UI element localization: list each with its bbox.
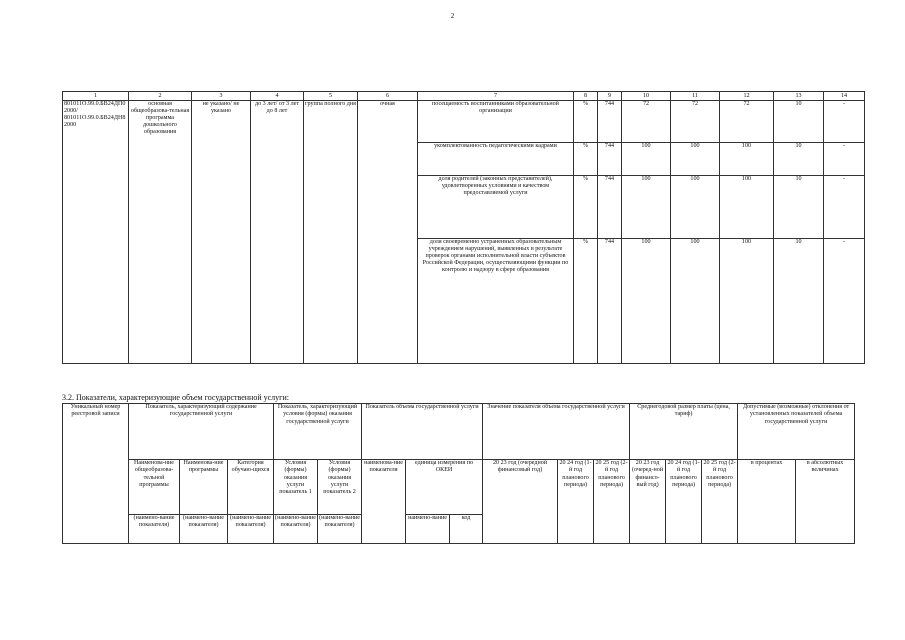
dev-abs: в абсолютных величинах [796, 460, 855, 544]
dev-pct: в процентах [738, 460, 796, 544]
unit-name: наимено-вание [406, 515, 450, 544]
h-volume-label: Показатель объема государственной услуги [365, 404, 479, 410]
value-cell: 100 [720, 239, 774, 364]
okei-cell: 744 [598, 143, 622, 176]
value-cell: - [824, 176, 865, 239]
unit-cell: % [574, 176, 598, 239]
value-cell: 10 [774, 176, 824, 239]
value-cell: 10 [774, 239, 824, 364]
age-cell: до 3 лет/ от 3 лет до 8 лет [251, 101, 304, 364]
section-title: 3.2. Показатели, характеризующие объем государственной услуги: [62, 393, 289, 402]
volume-indicators-table [62, 403, 855, 544]
col-num: 10 [622, 92, 671, 101]
val-y3: 20 25 год (2-й год планового периода) [594, 460, 630, 544]
h-fee: Среднегодовой размер платы (цена, тариф) [630, 404, 738, 460]
unit-cell: % [574, 101, 598, 143]
fee-y3: 20 25 год (2-й год планового периода) [702, 460, 738, 544]
unit-cell: % [574, 239, 598, 364]
h-volume [362, 404, 483, 460]
col-num: 3 [192, 92, 251, 101]
name-placeholder: (наимено-вание показателя) [318, 515, 362, 544]
col-num: 13 [774, 92, 824, 101]
col-num: 2 [129, 92, 192, 101]
header-row [63, 404, 855, 460]
col-num: 5 [304, 92, 358, 101]
condition-1: Условия (формы) оказания услуги показатель 1 [274, 460, 318, 515]
col-num: 6 [358, 92, 418, 101]
col-num: 14 [824, 92, 865, 101]
value-cell: 100 [622, 176, 671, 239]
fee-y1: 20 23 год (очеред-ной финансо-вый год) [630, 460, 666, 544]
col-num: 1 [63, 92, 129, 101]
unit-code: код [450, 515, 483, 544]
vol-unit: единица измерения по ОКЕИ [406, 460, 483, 515]
indicator-name: посещаемость воспитанниками образовательной организации [418, 101, 574, 143]
content-3: Категория обучаю-щихся [228, 460, 274, 515]
value-cell: 100 [622, 239, 671, 364]
h-value: Значение показателя объема государственной услуги [483, 404, 630, 460]
indicator-name: доля родителей (законных представителей), удовлетворенных условиями и качеством предоставляемой услуги [418, 176, 574, 239]
value-cell: 10 [774, 101, 824, 143]
value-cell: 72 [622, 101, 671, 143]
name-placeholder: (наимено-вание показателя) [180, 515, 228, 544]
col-num: 4 [251, 92, 304, 101]
value-cell: 100 [671, 239, 720, 364]
h-registry: Уникальный номер реестровой записи [63, 404, 129, 544]
name-placeholder: (наимено-вание показателя) [228, 515, 274, 544]
h-conditions: Показатель, характеризующий условия (формы) оказания государственной услуги [274, 404, 362, 460]
fee-y2: 20 24 год (1-й год планового периода) [666, 460, 702, 544]
program-cell: основная общеобразова-тельная программа дошкольного образования [129, 101, 192, 364]
value-cell: 72 [720, 101, 774, 143]
content-1: Наименова-ние общеобразова-тельной программы [129, 460, 180, 515]
unit-cell: % [574, 143, 598, 176]
value-cell: - [824, 143, 865, 176]
val-y2: 20 24 год (1-й год планового периода) [558, 460, 594, 544]
page-number: 2 [450, 12, 455, 20]
name-placeholder: (наимено-вание показателя) [274, 515, 318, 544]
col-num: 7 [418, 92, 574, 101]
col-num: 11 [671, 92, 720, 101]
indicator-name: доля своевременно устраненных образовательным учреждением нарушений, выявленных в результате проверок органами исполнительной власти субъектов Российской Федерации, осуществляющими функции по контролю и надзору в сфере образования [418, 239, 574, 364]
col-num: 8 [574, 92, 598, 101]
registry-code-cell: 801011О.99.0.БВ24ДП02000/ 801011О.99.0.БВ24ДН82000 [63, 101, 129, 364]
col-num: 12 [720, 92, 774, 101]
column-number-row [63, 92, 865, 101]
okei-cell: 744 [598, 239, 622, 364]
value-cell: 10 [774, 143, 824, 176]
header-row [63, 460, 855, 515]
value-cell: 100 [671, 176, 720, 239]
vol-name: наименова-ние показателя [362, 460, 406, 544]
value-cell: - [824, 101, 865, 143]
category-cell: не указано/ не указано [192, 101, 251, 364]
indicator-name: укомплектованность педагогическими кадрами [418, 143, 574, 176]
value-cell: 100 [622, 143, 671, 176]
table-row [63, 101, 865, 143]
content-2: Наименова-ние программы [180, 460, 228, 515]
name-placeholder: (наимено-вание показателя) [129, 515, 180, 544]
col-num: 9 [598, 92, 622, 101]
conditions-cell: группа полного дня [304, 101, 358, 364]
val-y1: 20 23 год (очередной финансовый год) [483, 460, 558, 544]
condition-2: Условия (формы) оказания услуги показатель 2 [318, 460, 362, 515]
form-cell: очная [358, 101, 418, 364]
value-cell: 100 [671, 143, 720, 176]
h-deviation: Допустимые (возможные) отклонения от установленных показателей объема государственной услуги [738, 404, 855, 460]
okei-cell: 744 [598, 176, 622, 239]
value-cell: - [824, 239, 865, 364]
value-cell: 100 [720, 143, 774, 176]
h-content: Показатель, характеризующий содержание государственной услуги [129, 404, 274, 460]
okei-cell: 744 [598, 101, 622, 143]
value-cell: 100 [720, 176, 774, 239]
quality-indicators-table [62, 91, 865, 364]
value-cell: 72 [671, 101, 720, 143]
